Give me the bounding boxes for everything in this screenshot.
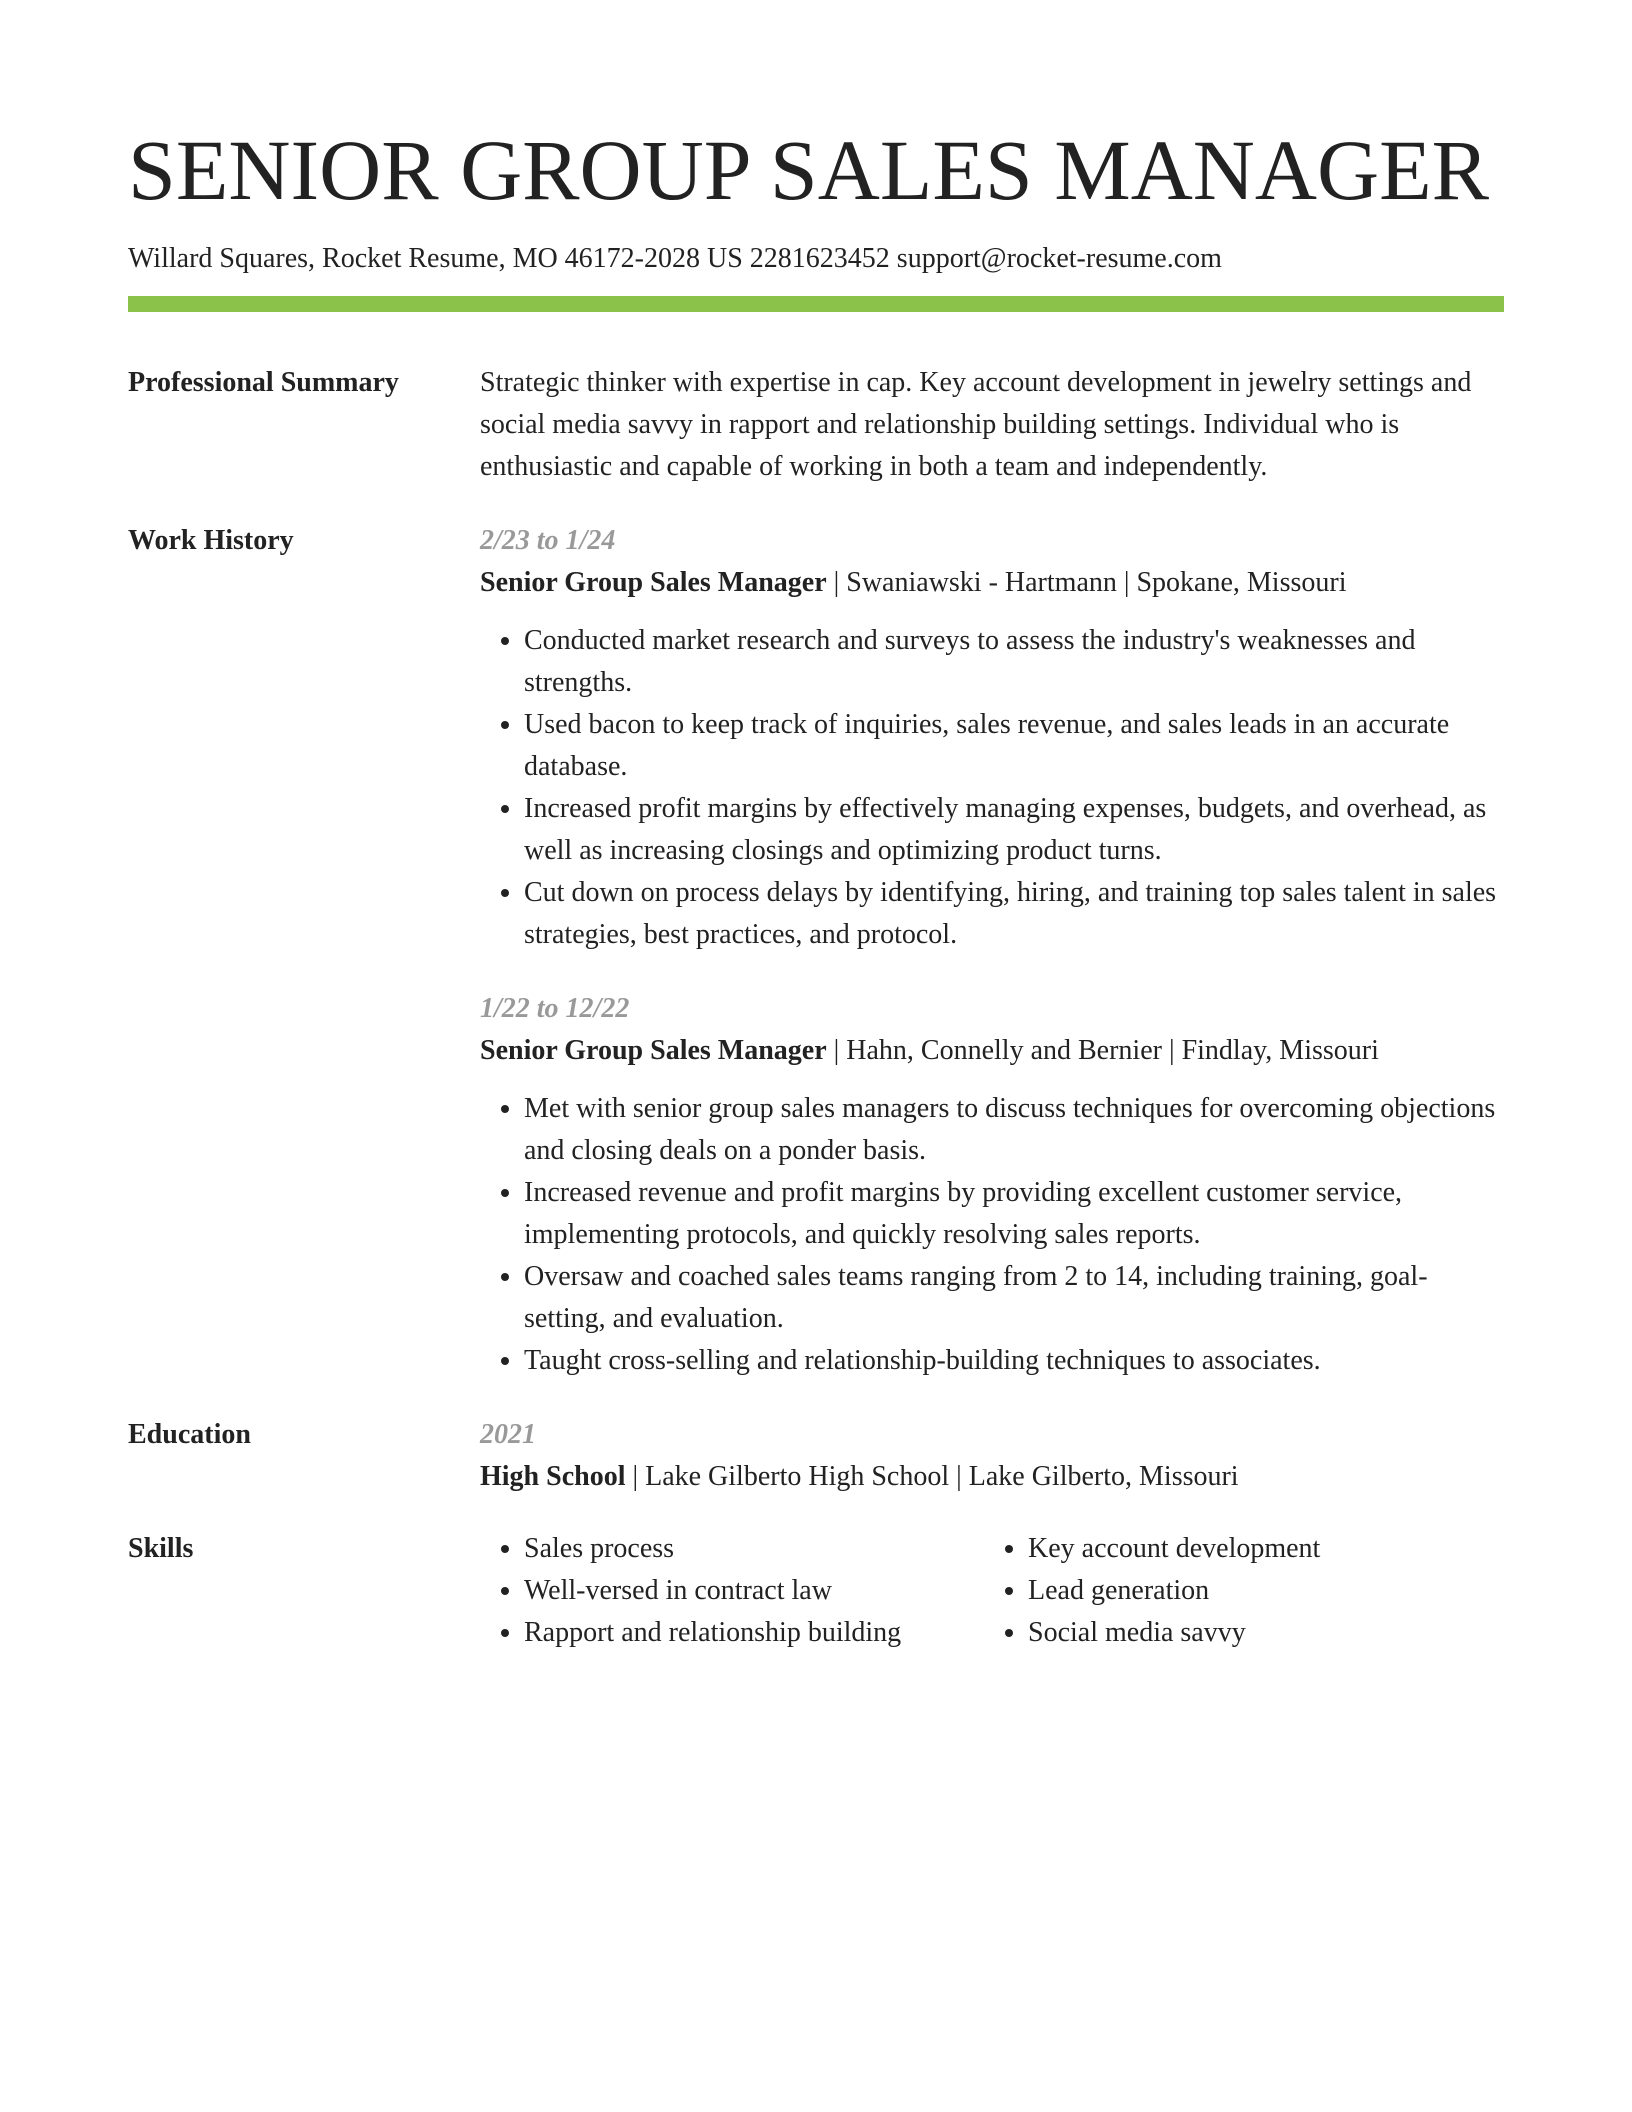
job-dates: 2/23 to 1/24 (480, 525, 616, 556)
job-bullet: • Met with senior group sales managers to discuss techniques for overcoming objections and closing deals on a ponder basis. (524, 1088, 1504, 1172)
summary-text: Strategic thinker with expertise in cap. Key account development in jewelry settings and social media savvy in rapport and relationship building settings. Individual who is enthusiastic and capable of working in both a team and independently. (480, 367, 1472, 482)
job-title: Senior Group Sales Manager (480, 1035, 827, 1066)
job-bullet: • Conducted market research and surveys to assess the industry's weaknesses and strengths. (524, 620, 1504, 704)
section-label-skills: Skills (128, 1533, 194, 1564)
job-heading (480, 562, 1504, 604)
work-history-section (128, 520, 1504, 1382)
job-bullet: • Increased revenue and profit margins by providing excellent customer service, implementing protocols, and quickly resolving sales reports. (524, 1172, 1504, 1256)
professional-summary-section (128, 362, 1504, 488)
skill-item: • Key account development (1028, 1528, 1488, 1570)
skill-item: • Well-versed in contract law (524, 1570, 984, 1612)
skills-section (128, 1528, 1504, 1654)
skill-item: • Rapport and relationship building (524, 1612, 984, 1654)
job-heading (480, 1030, 1504, 1072)
section-label-education: Education (128, 1419, 251, 1450)
job-bullet: • Taught cross-selling and relationship-building techniques to associates. (524, 1340, 1504, 1382)
job-bullets (480, 1088, 1504, 1382)
job-employer-location: | Swaniawski - Hartmann | Spokane, Missouri (826, 567, 1347, 598)
section-label-summary: Professional Summary (128, 367, 399, 398)
job-title: Senior Group Sales Manager (480, 567, 827, 598)
section-label-work: Work History (128, 525, 294, 556)
job-entry (480, 520, 1504, 956)
education-school-location: | Lake Gilberto High School | Lake Gilberto, Missouri (625, 1461, 1239, 1492)
contact-info: Willard Squares, Rocket Resume, MO 46172-2028 US 2281623452 support@rocket-resume.com (128, 243, 1222, 274)
job-entry (480, 988, 1504, 1382)
job-bullet: • Increased profit margins by effectively managing expenses, budgets, and overhead, as well as increasing closings and optimizing product turns. (524, 788, 1504, 872)
skill-item: • Social media savvy (1028, 1612, 1488, 1654)
education-entry (480, 1414, 1504, 1498)
resume-page (128, 118, 1504, 1654)
header-divider (128, 296, 1504, 312)
work-history-entries (480, 520, 1504, 1382)
education-section (128, 1414, 1504, 1498)
skills-column-right (984, 1528, 1488, 1654)
skills-column-left (480, 1528, 984, 1654)
resume-name: SENIOR GROUP SALES MANAGER (128, 122, 1490, 218)
skill-item: • Sales process (524, 1528, 984, 1570)
job-bullet: • Cut down on process delays by identifying, hiring, and training top sales talent in sales strategies, best practices, and protocol. (524, 872, 1504, 956)
education-heading (480, 1456, 1504, 1498)
job-dates: 1/22 to 12/22 (480, 993, 630, 1024)
skill-item: • Lead generation (1028, 1570, 1488, 1612)
job-bullet: • Oversaw and coached sales teams ranging from 2 to 14, including training, goal-setting, and evaluation. (524, 1256, 1504, 1340)
education-degree: High School (480, 1461, 626, 1492)
skills-body (480, 1528, 1504, 1654)
skills-grid (480, 1528, 1504, 1654)
job-bullets (480, 620, 1504, 956)
job-employer-location: | Hahn, Connelly and Bernier | Findlay, Missouri (826, 1035, 1379, 1066)
education-year: 2021 (480, 1419, 536, 1450)
job-bullet: • Used bacon to keep track of inquiries, sales revenue, and sales leads in an accurate database. (524, 704, 1504, 788)
